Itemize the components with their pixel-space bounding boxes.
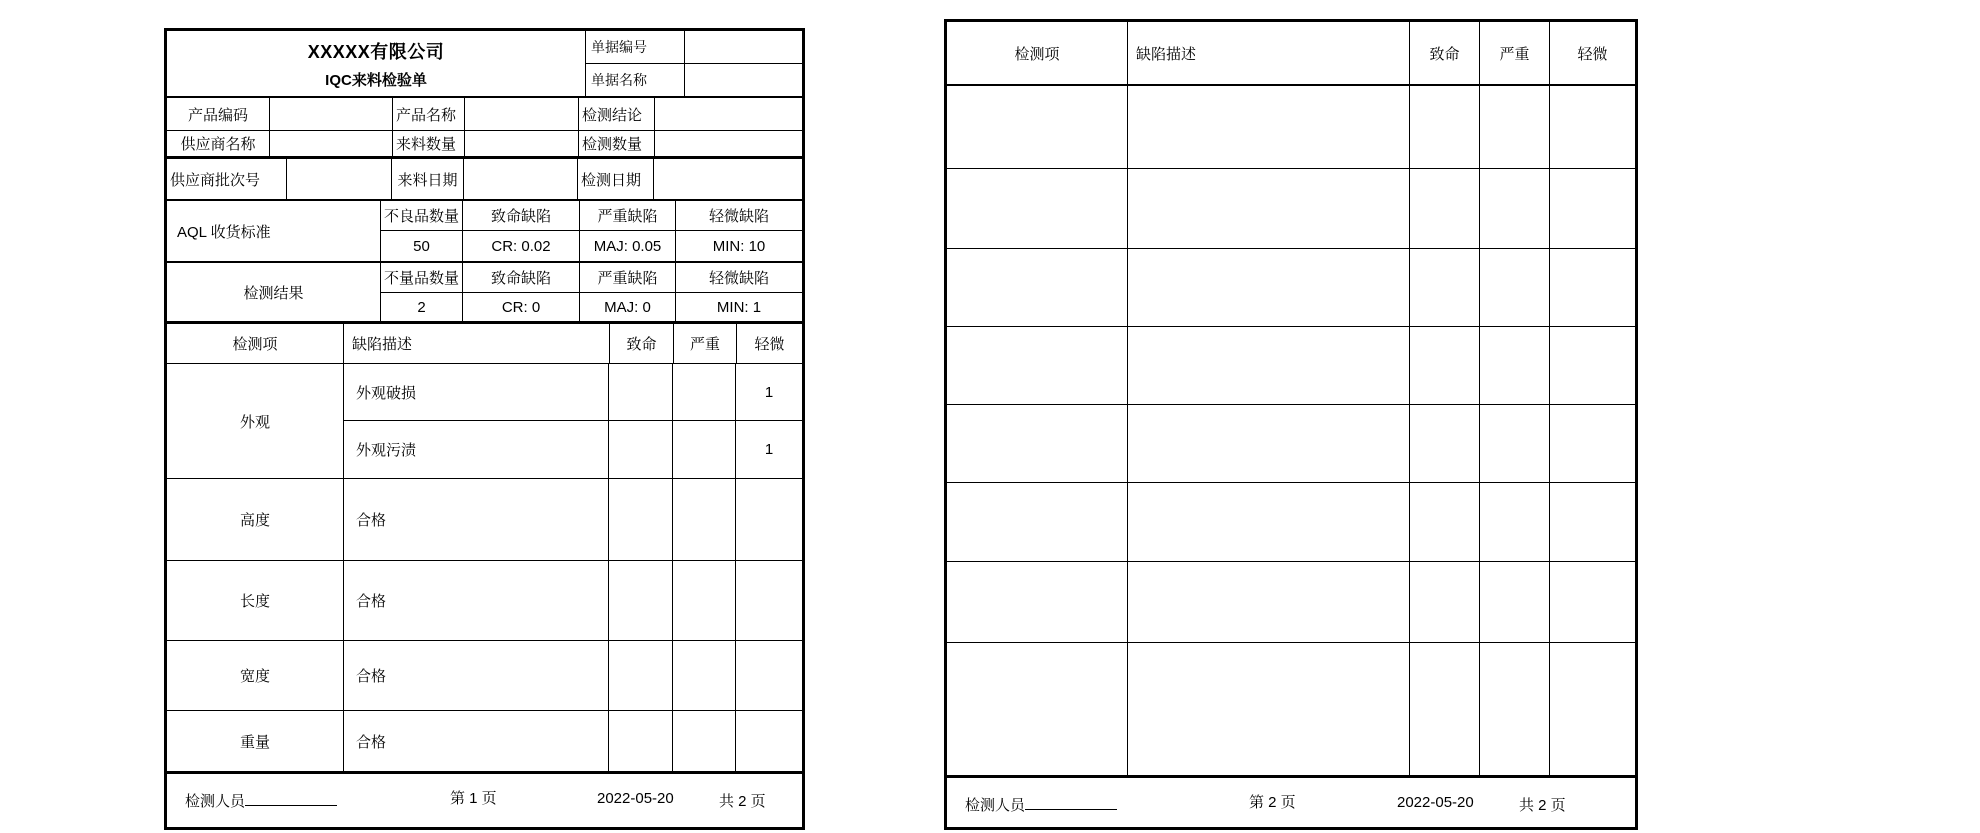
inspection-result-section [167,263,802,324]
critical-column-header: 致命 [1410,22,1480,84]
major-count-cell [673,364,736,420]
table-group-length [167,561,802,641]
defect-desc-cell [1128,643,1410,775]
defect-desc-cell: 合格 [344,641,609,710]
minor-count-cell [1550,249,1635,326]
critical-count-cell [1410,327,1480,404]
page-number: 第 2 页 [1249,794,1296,811]
page-1 [164,28,805,830]
critical-count-cell [609,364,673,420]
batch-info-row [167,159,802,201]
minor-count-cell [736,641,802,710]
major-count-cell [673,641,736,710]
supplier-batch-field[interactable] [287,159,392,199]
product-code-label: 产品编码 [167,98,270,130]
critical-count-cell [609,479,673,560]
minor-count-cell [1550,562,1635,642]
table-row [947,405,1635,483]
form-header [167,31,802,98]
item-cell: 宽度 [167,641,344,710]
minor-defect-header: 轻微缺陷 [676,201,802,231]
table-group-height [167,479,802,561]
incoming-date-label: 来料日期 [392,159,464,199]
critical-count-cell [609,641,673,710]
defective-qty-header: 不量品数量 [381,263,462,293]
doc-number-label: 单据编号 [586,31,685,63]
item-column-header: 检测项 [167,324,344,363]
defect-desc-cell: 外观污渍 [344,421,609,478]
minor-count-cell [1550,327,1635,404]
major-count-cell [1480,562,1550,642]
minor-count-cell [1550,405,1635,482]
total-pages: 共 2 页 [719,793,766,810]
minor-count-cell: 1 [764,383,774,401]
minor-count-cell [1550,643,1635,775]
page-footer [947,775,1635,827]
result-defective-qty-col [381,263,463,321]
minor-count-cell [1550,483,1635,561]
page-2 [944,19,1638,830]
doc-number-field[interactable] [685,31,802,63]
minor-count-cell: 1 [764,441,774,458]
item-cell [947,562,1128,642]
inspector-signature-line[interactable] [1025,796,1117,810]
defect-desc-cell: 外观破损 [344,364,609,420]
table-group-weight [167,711,802,771]
major-defect-value: MAJ: 0 [604,298,651,316]
table-row [947,483,1635,562]
table-row [344,641,802,710]
major-count-cell [1480,249,1550,326]
doc-meta [586,31,802,96]
item-cell [947,86,1128,168]
minor-defect-value: MIN: 10 [712,237,766,255]
major-count-cell [1480,405,1550,482]
major-count-cell [1480,327,1550,404]
inspector-signature [965,794,1117,815]
item-cell: 外观 [167,364,344,478]
desc-column-header: 缺陷描述 [344,324,610,363]
minor-count-cell [1550,86,1635,168]
defect-desc-cell: 合格 [344,711,609,771]
result-conclusion-field[interactable] [655,98,802,130]
major-defect-value: MAJ: 0.05 [593,237,662,255]
page-footer [167,771,802,827]
major-count-cell [1480,483,1550,561]
inspection-result-label: 检测结果 [167,263,381,321]
major-count-cell [1480,169,1550,248]
major-count-cell [673,479,736,560]
critical-count-cell [1410,249,1480,326]
product-info-row [167,98,802,131]
minor-count-cell [736,711,802,771]
item-cell [947,643,1128,775]
company-name: XXXXX有限公司 [307,41,445,62]
table-row [344,479,802,560]
defect-desc-cell [1128,169,1410,248]
defect-table-body [167,364,802,771]
result-minor-col [676,263,802,321]
defect-desc-cell: 合格 [344,561,609,640]
item-cell: 长度 [167,561,344,640]
table-group-appearance [167,364,802,479]
aql-standard-section [167,201,802,263]
inspector-signature [185,790,337,811]
critical-defect-header: 致命缺陷 [463,201,579,231]
critical-defect-value: CR: 0.02 [491,237,551,255]
inspector-label: 检测人员 [185,793,246,810]
critical-count-cell [609,561,673,640]
minor-column-header: 轻微 [1577,45,1608,63]
critical-count-cell [1410,483,1480,561]
defect-table-header [167,324,802,364]
table-row [947,86,1635,169]
minor-count-cell [736,561,802,640]
minor-defect-header: 轻微缺陷 [676,263,802,293]
major-defect-header: 严重缺陷 [580,201,675,231]
critical-count-cell [1410,169,1480,248]
defect-table-header [947,22,1635,86]
incoming-qty-field[interactable] [465,131,579,156]
result-conclusion-label: 检测结论 [579,98,655,130]
table-row [947,327,1635,405]
critical-count-cell [1410,405,1480,482]
table-row [947,562,1635,643]
major-count-cell [673,421,736,478]
doc-name-field[interactable] [685,64,802,96]
result-critical-col [463,263,580,321]
critical-defect-header: 致命缺陷 [463,263,579,293]
supplier-name-field[interactable] [270,131,393,156]
result-major-col [580,263,676,321]
defective-qty-header: 不良品数量 [381,201,462,231]
desc-column-header: 缺陷描述 [1128,22,1410,84]
incoming-qty-label: 来料数量 [393,131,465,156]
defect-desc-cell [1128,483,1410,561]
aql-minor-col [676,201,802,261]
defect-desc-cell: 合格 [344,479,609,560]
aql-defective-qty-col [381,201,463,261]
defect-desc-cell [1128,249,1410,326]
inspector-signature-line[interactable] [245,792,337,806]
total-pages: 共 2 页 [1519,797,1566,814]
supplier-info-row [167,131,802,159]
product-code-field[interactable] [270,98,393,130]
incoming-date-field[interactable] [464,159,578,199]
defect-desc-cell [1128,562,1410,642]
major-count-cell [673,711,736,771]
supplier-name-label: 供应商名称 [167,131,270,156]
critical-column-header: 致命 [610,324,674,363]
item-cell: 高度 [167,479,344,560]
table-row [344,421,802,478]
form-title-box [167,31,586,96]
aql-major-col [580,201,676,261]
inspect-qty-label: 检测数量 [579,131,655,156]
table-group-width [167,641,802,711]
defective-qty-value: 50 [413,237,430,255]
table-row [344,711,802,771]
item-cell [947,169,1128,248]
major-count-cell [1480,643,1550,775]
product-name-label: 产品名称 [393,98,465,130]
defect-desc-cell [1128,86,1410,168]
major-column-header: 严重 [1480,22,1550,84]
supplier-batch-label: 供应商批次号 [167,159,287,199]
defect-desc-cell [1128,327,1410,404]
aql-critical-col [463,201,580,261]
defect-desc-cell [1128,405,1410,482]
table-row [947,249,1635,327]
form-title: IQC来料检验单 [325,71,427,89]
minor-column-header: 轻微 [754,336,785,353]
item-column-header: 检测项 [947,22,1128,84]
minor-count-cell [736,479,802,560]
doc-name-label: 单据名称 [586,64,685,96]
aql-standard-label: AQL 收货标准 [167,201,381,261]
item-cell [947,405,1128,482]
critical-count-cell [609,711,673,771]
item-cell [947,327,1128,404]
major-count-cell [1480,86,1550,168]
inspector-label: 检测人员 [965,797,1026,814]
table-row [947,643,1635,775]
page-number: 第 1 页 [450,790,497,807]
product-name-field[interactable] [465,98,579,130]
item-cell [947,483,1128,561]
footer-date: 2022-05-20 [597,790,674,807]
footer-date: 2022-05-20 [1397,794,1474,811]
inspect-qty-field[interactable] [655,131,802,156]
defect-table-body [947,86,1635,775]
critical-count-cell [1410,86,1480,168]
minor-count-cell [1550,169,1635,248]
major-column-header: 严重 [674,324,737,363]
critical-count-cell [1410,643,1480,775]
critical-count-cell [609,421,673,478]
item-cell: 重量 [167,711,344,771]
defective-qty-value: 2 [417,298,426,316]
doc-number-row [586,31,802,64]
critical-count-cell [1410,562,1480,642]
inspect-date-field[interactable] [654,159,802,199]
major-count-cell [673,561,736,640]
minor-defect-value: MIN: 1 [716,298,762,316]
table-row [344,561,802,640]
doc-name-row [586,64,802,96]
table-row [947,169,1635,249]
major-defect-header: 严重缺陷 [580,263,675,293]
table-row [344,364,802,421]
inspect-date-label: 检测日期 [578,159,654,199]
item-cell [947,249,1128,326]
critical-defect-value: CR: 0 [501,298,541,316]
